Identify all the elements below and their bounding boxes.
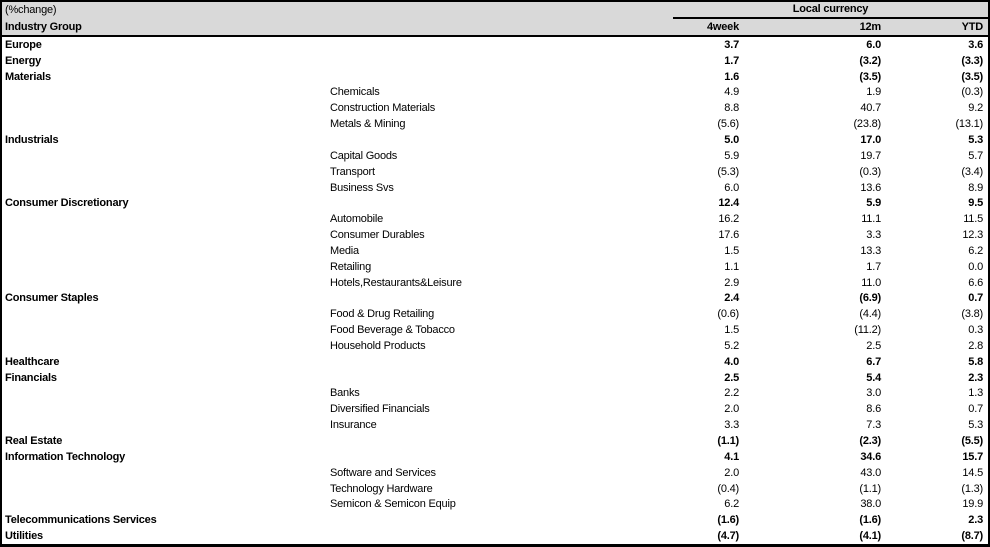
table-row — [2, 116, 988, 132]
cell-12m: 34.6 — [860, 450, 881, 463]
cell-4week: 2.4 — [724, 292, 739, 305]
cell-ytd: (0.3) — [961, 86, 983, 99]
table-row — [2, 449, 988, 465]
cell-12m: 3.0 — [866, 387, 881, 400]
table-row — [2, 69, 988, 85]
column-header-4week: 4week — [706, 20, 739, 33]
cell-12m: 3.3 — [866, 229, 881, 242]
table-header — [2, 2, 988, 37]
row-label: Healthcare — [5, 355, 60, 368]
cell-ytd: 6.6 — [968, 276, 983, 289]
row-label: Technology Hardware — [330, 482, 433, 495]
table-row — [2, 338, 988, 354]
row-label: Hotels,Restaurants&Leisure — [330, 276, 462, 289]
cell-12m: (0.3) — [859, 165, 881, 178]
cell-4week: 2.2 — [724, 387, 739, 400]
row-label: Transport — [330, 165, 375, 178]
row-label: Media — [330, 244, 359, 257]
row-label: Telecommunications Services — [5, 514, 157, 527]
cell-ytd: 2.3 — [968, 514, 983, 527]
cell-12m: (3.5) — [859, 70, 881, 83]
table-row — [2, 227, 988, 243]
percent-change-label: (%change) — [5, 4, 57, 16]
table-row — [2, 275, 988, 291]
cell-4week: (4.7) — [717, 530, 739, 543]
table-row — [2, 53, 988, 69]
cell-12m: (3.2) — [859, 54, 881, 67]
table-row — [2, 512, 988, 528]
cell-ytd: (3.5) — [961, 70, 983, 83]
row-label: Food & Drug Retailing — [330, 308, 435, 321]
table-row — [2, 465, 988, 481]
cell-ytd: 5.8 — [968, 355, 983, 368]
row-label: Food Beverage & Tobacco — [330, 324, 455, 337]
cell-12m: (6.9) — [859, 292, 881, 305]
header-row-currency — [2, 2, 988, 18]
table-row — [2, 322, 988, 338]
row-label: Financials — [5, 371, 57, 384]
row-label: Household Products — [330, 339, 426, 352]
cell-ytd: 2.3 — [968, 371, 983, 384]
cell-4week: 1.5 — [724, 324, 739, 337]
table-row — [2, 528, 988, 544]
cell-ytd: 0.3 — [968, 324, 983, 337]
cell-ytd: 3.6 — [968, 38, 983, 51]
cell-12m: 5.9 — [866, 197, 881, 210]
cell-ytd: (3.3) — [961, 54, 983, 67]
cell-12m: 1.9 — [866, 86, 881, 99]
column-header-12m: 12m — [859, 20, 881, 33]
row-label: Construction Materials — [330, 102, 436, 115]
row-label: Metals & Mining — [330, 118, 406, 131]
cell-ytd: (1.3) — [961, 482, 983, 495]
row-label: Energy — [5, 54, 42, 67]
table-row — [2, 417, 988, 433]
cell-12m: 6.7 — [866, 355, 881, 368]
row-label: Automobile — [330, 213, 384, 226]
cell-12m: 43.0 — [860, 466, 881, 479]
cell-12m: 13.3 — [860, 244, 881, 257]
cell-4week: (0.6) — [717, 308, 739, 321]
cell-ytd: (13.1) — [955, 118, 983, 131]
cell-4week: 1.7 — [724, 54, 739, 67]
row-label: Semicon & Semicon Equip — [330, 498, 456, 511]
cell-12m: (1.1) — [859, 482, 881, 495]
cell-12m: 7.3 — [866, 419, 881, 432]
row-label: Consumer Staples — [5, 292, 99, 305]
cell-12m: 40.7 — [860, 102, 881, 115]
cell-12m: (4.1) — [859, 530, 881, 543]
cell-4week: 4.0 — [724, 355, 739, 368]
cell-ytd: 5.3 — [968, 419, 983, 432]
cell-12m: 6.0 — [866, 38, 881, 51]
cell-4week: 6.0 — [724, 181, 739, 194]
cell-12m: 1.7 — [866, 260, 881, 273]
cell-4week: 2.0 — [724, 466, 739, 479]
table-row — [2, 243, 988, 259]
table-row — [2, 354, 988, 370]
cell-ytd: 9.2 — [968, 102, 983, 115]
cell-4week: (5.6) — [717, 118, 739, 131]
table-row — [2, 433, 988, 449]
cell-ytd: (8.7) — [961, 530, 983, 543]
table-body — [2, 37, 988, 544]
row-label: Insurance — [330, 419, 377, 432]
cell-4week: 12.4 — [718, 197, 739, 210]
table-row — [2, 370, 988, 386]
cell-ytd: (3.8) — [961, 308, 983, 321]
cell-4week: 17.6 — [718, 229, 739, 242]
cell-4week: (5.3) — [717, 165, 739, 178]
cell-4week: 2.0 — [724, 403, 739, 416]
cell-4week: 3.3 — [724, 419, 739, 432]
table-row — [2, 195, 988, 211]
header-row-columns — [2, 18, 988, 35]
row-label: Software and Services — [330, 466, 436, 479]
cell-4week: 2.9 — [724, 276, 739, 289]
cell-12m: 17.0 — [860, 133, 881, 146]
table-row — [2, 164, 988, 180]
cell-12m: 5.4 — [866, 371, 881, 384]
cell-12m: 8.6 — [866, 403, 881, 416]
row-label: Chemicals — [330, 86, 380, 99]
cell-ytd: 1.3 — [968, 387, 983, 400]
row-label: Materials — [5, 70, 51, 83]
table-row — [2, 85, 988, 101]
cell-12m: (4.4) — [859, 308, 881, 321]
cell-ytd: 9.5 — [968, 197, 983, 210]
cell-ytd: 12.3 — [962, 229, 983, 242]
table-row — [2, 481, 988, 497]
cell-4week: (1.1) — [717, 435, 739, 448]
table-row — [2, 306, 988, 322]
cell-ytd: 5.3 — [968, 133, 983, 146]
cell-4week: 1.6 — [724, 70, 739, 83]
row-label: Real Estate — [5, 435, 63, 448]
table-row — [2, 100, 988, 116]
table-row — [2, 401, 988, 417]
cell-4week: 5.0 — [724, 133, 739, 146]
row-label: Retailing — [330, 260, 372, 273]
cell-4week: 1.1 — [724, 260, 739, 273]
table-row — [2, 259, 988, 275]
column-header-ytd: YTD — [961, 20, 983, 33]
cell-4week: 6.2 — [724, 498, 739, 511]
cell-ytd: 0.0 — [968, 260, 983, 273]
table-row — [2, 291, 988, 307]
cell-12m: 13.6 — [860, 181, 881, 194]
table-row — [2, 37, 988, 53]
table-row — [2, 148, 988, 164]
cell-ytd: 6.2 — [968, 244, 983, 257]
cell-ytd: 5.7 — [968, 149, 983, 162]
row-label: Business Svs — [330, 181, 394, 194]
cell-4week: 16.2 — [718, 213, 739, 226]
cell-12m: 2.5 — [866, 339, 881, 352]
row-label: Banks — [330, 387, 360, 400]
row-label: Consumer Discretionary — [5, 197, 129, 210]
row-label: Utilities — [5, 530, 43, 543]
cell-4week: (0.4) — [717, 482, 739, 495]
cell-12m: (1.6) — [859, 514, 881, 527]
cell-12m: (11.2) — [854, 324, 881, 337]
cell-12m: 19.7 — [860, 149, 881, 162]
industry-group-header: Industry Group — [5, 20, 82, 33]
cell-4week: 4.1 — [724, 450, 739, 463]
row-label: Industrials — [5, 133, 59, 146]
table-row — [2, 211, 988, 227]
cell-ytd: 2.8 — [968, 339, 983, 352]
cell-12m: 11.1 — [861, 213, 881, 226]
row-label: Europe — [5, 38, 42, 51]
row-label: Diversified Financials — [330, 403, 430, 416]
cell-4week: 4.9 — [724, 86, 739, 99]
cell-4week: 3.7 — [724, 38, 739, 51]
cell-12m: (2.3) — [859, 435, 881, 448]
cell-ytd: 11.5 — [963, 213, 983, 226]
local-currency-header: Local currency — [673, 2, 988, 19]
cell-4week: 1.5 — [724, 244, 739, 257]
cell-4week: 2.5 — [724, 371, 739, 384]
cell-4week: 5.9 — [724, 149, 739, 162]
row-label: Consumer Durables — [330, 229, 425, 242]
cell-12m: 11.0 — [861, 276, 881, 289]
cell-4week: 8.8 — [724, 102, 739, 115]
cell-12m: 38.0 — [860, 498, 881, 511]
cell-12m: (23.8) — [853, 118, 881, 131]
row-label: Information Technology — [5, 450, 126, 463]
cell-4week: 5.2 — [724, 339, 739, 352]
cell-4week: (1.6) — [717, 514, 739, 527]
cell-ytd: 8.9 — [968, 181, 983, 194]
table-row — [2, 132, 988, 148]
row-label: Capital Goods — [330, 149, 398, 162]
table-row — [2, 496, 988, 512]
cell-ytd: 19.9 — [962, 498, 983, 511]
cell-ytd: 14.5 — [962, 466, 983, 479]
cell-ytd: 0.7 — [968, 292, 983, 305]
cell-ytd: 15.7 — [962, 450, 983, 463]
table-row — [2, 180, 988, 196]
cell-ytd: 0.7 — [968, 403, 983, 416]
cell-ytd: (5.5) — [961, 435, 983, 448]
cell-ytd: (3.4) — [961, 165, 983, 178]
table-row — [2, 386, 988, 402]
